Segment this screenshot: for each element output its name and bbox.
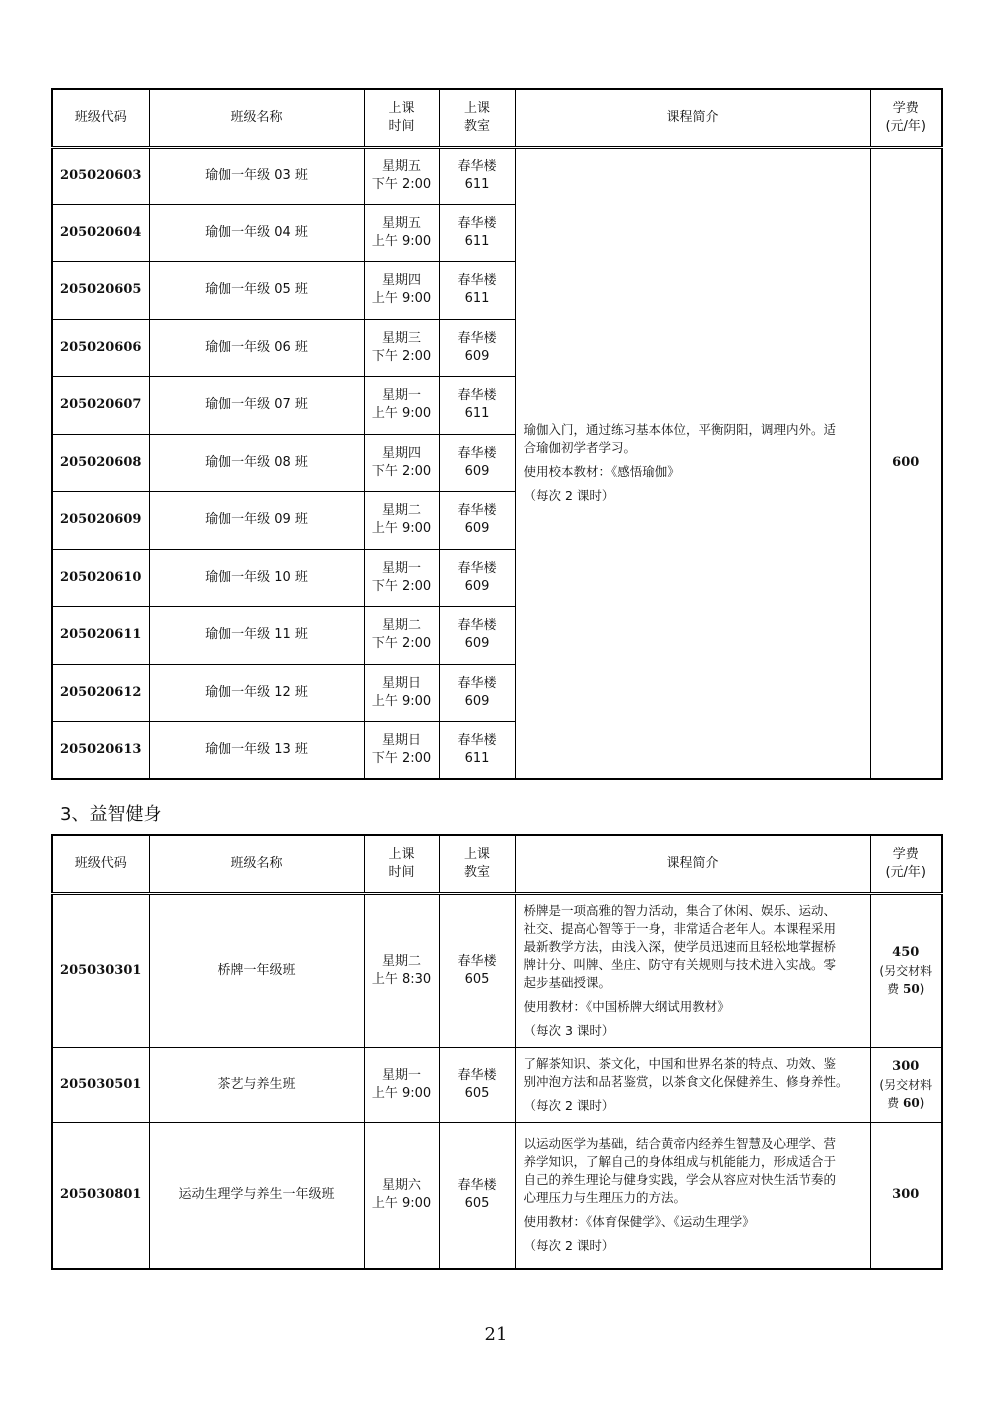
page-number: 21 (484, 1324, 508, 1345)
class-room: 春华楼 609 (439, 491, 515, 549)
class-name: 瑜伽一年级 10 班 (149, 549, 364, 606)
class-time: 星期日 上午 9:00 (364, 664, 439, 721)
class-code: 205020610 (52, 549, 149, 606)
header-fee: 学费 (元/年) (870, 89, 942, 147)
section-title: 3、益智健身 (60, 804, 162, 825)
class-room: 春华楼 611 (439, 376, 515, 434)
class-room: 春华楼 605 (439, 1122, 515, 1269)
header-fee: 学费 (元/年) (870, 835, 942, 893)
class-time: 星期三 下午 2:00 (364, 319, 439, 376)
class-time: 星期五 上午 9:00 (364, 204, 439, 261)
class-code: 205020611 (52, 606, 149, 664)
table-row (52, 1122, 942, 1269)
class-room: 春华楼 611 (439, 204, 515, 261)
class-name: 瑜伽一年级 03 班 (149, 147, 364, 204)
class-room: 春华楼 609 (439, 606, 515, 664)
class-time: 星期一 上午 9:00 (364, 376, 439, 434)
class-name: 瑜伽一年级 05 班 (149, 261, 364, 319)
class-name: 瑜伽一年级 06 班 (149, 319, 364, 376)
header-class-name: 班级名称 (149, 89, 364, 147)
header-intro: 课程简介 (515, 89, 870, 147)
class-code: 205030501 (52, 1047, 149, 1122)
header-time: 上课 时间 (364, 835, 439, 893)
class-name: 瑜伽一年级 07 班 (149, 376, 364, 434)
class-code: 205020608 (52, 434, 149, 491)
class-room: 春华楼 605 (439, 1047, 515, 1122)
table-row (52, 893, 942, 1047)
class-time: 星期日 下午 2:00 (364, 721, 439, 779)
class-room: 春华楼 609 (439, 549, 515, 606)
class-time: 星期一 上午 9:00 (364, 1047, 439, 1122)
class-room: 春华楼 611 (439, 147, 515, 204)
class-code: 205030301 (52, 893, 149, 1047)
class-name: 桥牌一年级班 (149, 893, 364, 1047)
class-time: 星期六 上午 9:00 (364, 1122, 439, 1269)
course-intro: 瑜伽入门，通过练习基本体位，平衡阴阳，调理内外。适 合瑜伽初学者学习。 使用校本教材：《感悟瑜伽》 （每次 2 课时） (515, 147, 870, 779)
header-room: 上课 教室 (439, 89, 515, 147)
class-code: 205030801 (52, 1122, 149, 1269)
class-name: 茶艺与养生班 (149, 1047, 364, 1122)
tuition-fee: 300 (另交材料 费 60) (870, 1047, 942, 1122)
class-room: 春华楼 605 (439, 893, 515, 1047)
class-name: 瑜伽一年级 04 班 (149, 204, 364, 261)
class-name: 瑜伽一年级 13 班 (149, 721, 364, 779)
class-code: 205020613 (52, 721, 149, 779)
class-time: 星期五 下午 2:00 (364, 147, 439, 204)
header-intro: 课程简介 (515, 835, 870, 893)
course-intro: 以运动医学为基础，结合黄帝内经养生智慧及心理学、营 养学知识，了解自己的身体组成与机能能力，形成适合于 自己的养生理论与健身实践，学会从容应对快生活节奏的 心理压力与生理压力的方法。 使用教材：《体育保健学》、《运动生理学》 （每次 2 课时） (515, 1122, 870, 1269)
class-code: 205020612 (52, 664, 149, 721)
class-name: 瑜伽一年级 11 班 (149, 606, 364, 664)
course-intro: 桥牌是一项高雅的智力活动，集合了休闲、娱乐、运动、 社交、提高心智等于一身，非常适合老年人。本课程采用 最新教学方法，由浅入深，使学员迅速而且轻松地掌握桥 牌计分、叫牌、坐庄、防守有关规则与技术进入实战。零 起步基础授课。 使用教材：《中国桥牌大纲试用教材》 （每次 3 课时） (515, 893, 870, 1047)
class-room: 春华楼 609 (439, 434, 515, 491)
class-time: 星期四 上午 9:00 (364, 261, 439, 319)
class-room: 春华楼 611 (439, 721, 515, 779)
class-code: 205020607 (52, 376, 149, 434)
header-room: 上课 教室 (439, 835, 515, 893)
class-code: 205020606 (52, 319, 149, 376)
class-time: 星期二 上午 9:00 (364, 491, 439, 549)
header-time: 上课 时间 (364, 89, 439, 147)
class-code: 205020609 (52, 491, 149, 549)
tuition-fee: 450 (另交材料 费 50) (870, 893, 942, 1047)
table-header-row (52, 835, 942, 893)
yoga-class-table (51, 88, 943, 780)
tuition-fee: 300 (870, 1122, 942, 1269)
class-name: 瑜伽一年级 12 班 (149, 664, 364, 721)
class-room: 春华楼 611 (439, 261, 515, 319)
class-time: 星期二 上午 8:30 (364, 893, 439, 1047)
table-header-row (52, 89, 942, 147)
header-class-code: 班级代码 (52, 835, 149, 893)
table-row (52, 147, 942, 204)
table-row (52, 1047, 942, 1122)
class-time: 星期二 下午 2:00 (364, 606, 439, 664)
class-time: 星期一 下午 2:00 (364, 549, 439, 606)
class-code: 205020605 (52, 261, 149, 319)
puzzle-fitness-table (51, 834, 943, 1270)
class-room: 春华楼 609 (439, 664, 515, 721)
course-intro: 了解茶知识、茶文化，中国和世界名茶的特点、功效、鉴 别冲泡方法和品茗鉴赏，以茶食文化保健养生、修身养性。 （每次 2 课时） (515, 1047, 870, 1122)
header-class-name: 班级名称 (149, 835, 364, 893)
class-time: 星期四 下午 2:00 (364, 434, 439, 491)
class-name: 瑜伽一年级 08 班 (149, 434, 364, 491)
tuition-fee: 600 (870, 147, 942, 779)
class-code: 205020603 (52, 147, 149, 204)
class-code: 205020604 (52, 204, 149, 261)
header-class-code: 班级代码 (52, 89, 149, 147)
class-room: 春华楼 609 (439, 319, 515, 376)
class-name: 瑜伽一年级 09 班 (149, 491, 364, 549)
class-name: 运动生理学与养生一年级班 (149, 1122, 364, 1269)
